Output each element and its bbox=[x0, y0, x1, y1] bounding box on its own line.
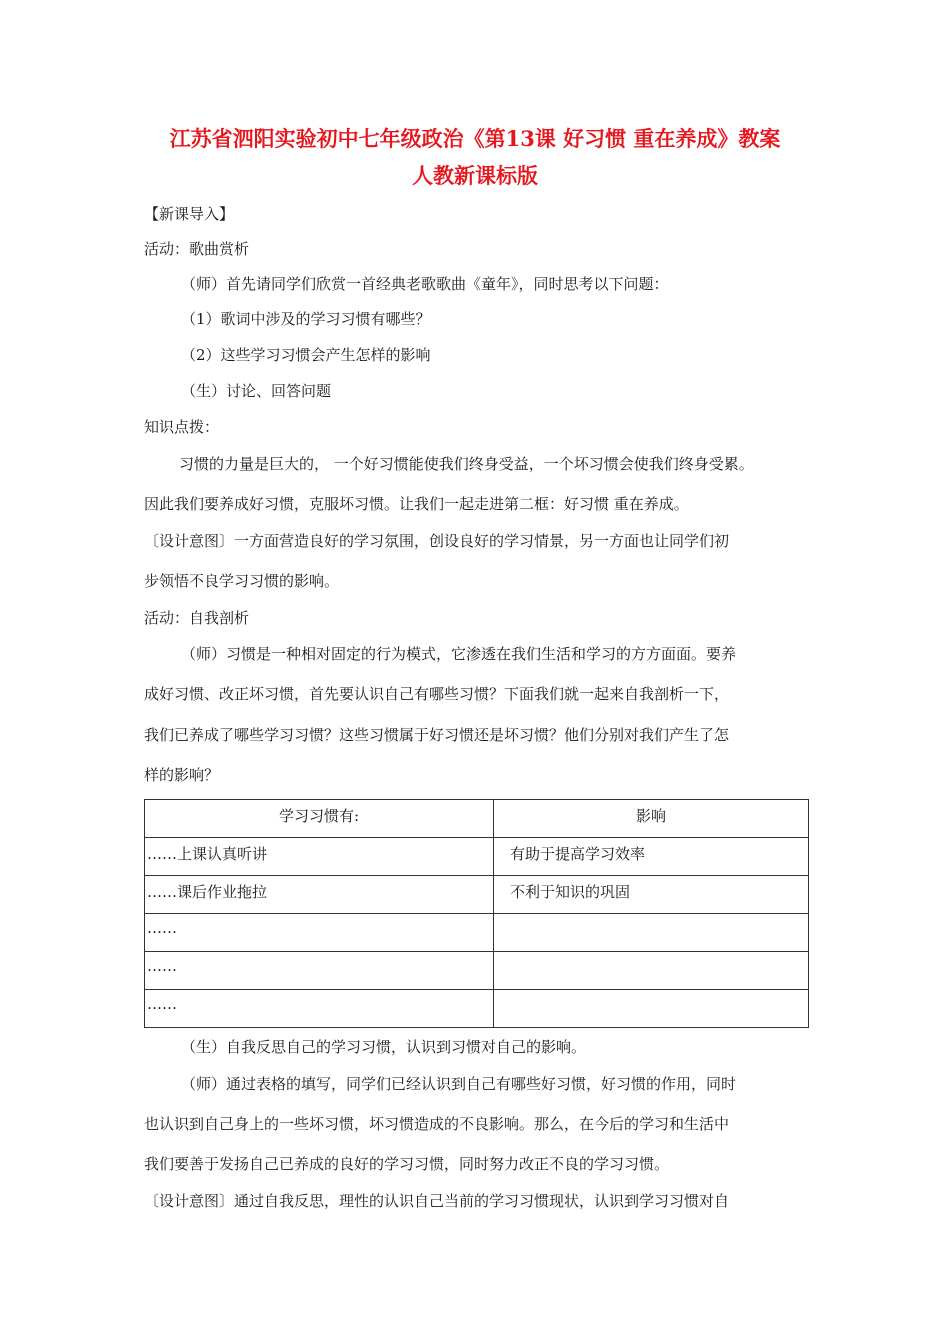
table-cell: …… bbox=[145, 990, 494, 1028]
knowledge-heading: 知识点拨： bbox=[144, 418, 220, 436]
design-intent-line: 〔设计意图〕通过自我反思，理性的认识自己当前的学习习惯现状，认识到学习习惯对自 bbox=[144, 1192, 730, 1210]
paragraph-line: 我们要善于发扬自己已养成的良好的学习习惯，同时努力改正不良的学习习惯。 bbox=[144, 1155, 670, 1173]
design-intent-line: 〔设计意图〕一方面营造良好的学习氛围，创设良好的学习情景，另一方面也让同学们初 bbox=[144, 532, 730, 550]
table-row bbox=[145, 952, 809, 990]
paragraph-line: （师）通过表格的填写，同学们已经认识到自己有哪些好习惯，好习惯的作用，同时 bbox=[181, 1075, 737, 1093]
habits-table bbox=[144, 799, 809, 1028]
table-cell: ……课后作业拖拉 bbox=[145, 876, 494, 914]
document-title-line2: 人教新课标版 bbox=[412, 163, 538, 188]
table-row bbox=[145, 876, 809, 914]
table-cell: 不利于知识的巩固 bbox=[494, 876, 809, 914]
paragraph-line: 样的影响？ bbox=[144, 766, 220, 784]
paragraph-line: （生）自我反思自己的学习习惯，认识到习惯对自己的影响。 bbox=[181, 1038, 587, 1056]
table-row bbox=[145, 838, 809, 876]
paragraph-line: （师）首先请同学们欣赏一首经典老歌歌曲《童年》，同时思考以下问题： bbox=[181, 275, 669, 293]
section-heading-new-lesson: 【新课导入】 bbox=[144, 205, 235, 223]
table-cell: 有助于提高学习效率 bbox=[494, 838, 809, 876]
table-cell: …… bbox=[145, 952, 494, 990]
table-cell: …… bbox=[145, 914, 494, 952]
table-row bbox=[145, 990, 809, 1028]
question-item-2: （2）这些学习习惯会产生怎样的影响 bbox=[181, 346, 431, 364]
design-intent-line: 步领悟不良学习习惯的影响。 bbox=[144, 572, 340, 590]
table-cell bbox=[494, 952, 809, 990]
activity-heading-self-analysis: 活动：自我剖析 bbox=[144, 609, 250, 627]
paragraph-line: （生）讨论、回答问题 bbox=[181, 382, 332, 400]
table-header-habits: 学习习惯有: bbox=[145, 800, 494, 838]
paragraph-line: 习惯的力量是巨大的， 一个好习惯能使我们终身受益，一个坏习惯会使我们终身受累。 bbox=[179, 455, 754, 473]
paragraph-line: 成好习惯、改正坏习惯，首先要认识自己有哪些习惯？下面我们就一起来自我剖析一下， bbox=[144, 685, 730, 703]
table-cell bbox=[494, 990, 809, 1028]
table-header-row bbox=[145, 800, 809, 838]
paragraph-line: 我们已养成了哪些学习习惯？这些习惯属于好习惯还是坏习惯？他们分别对我们产生了怎 bbox=[144, 726, 730, 744]
table-row bbox=[145, 914, 809, 952]
document-title-line1: 江苏省泗阳实验初中七年级政治《第13课 好习惯 重在养成》教案 bbox=[169, 126, 781, 151]
activity-heading-song: 活动：歌曲赏析 bbox=[144, 240, 250, 258]
table-cell: ……上课认真听讲 bbox=[145, 838, 494, 876]
table-header-impact: 影响 bbox=[494, 800, 809, 838]
question-item-1: （1）歌词中涉及的学习习惯有哪些？ bbox=[181, 310, 431, 328]
paragraph-line: 也认识到自己身上的一些坏习惯，坏习惯造成的不良影响。那么，在今后的学习和生活中 bbox=[144, 1115, 730, 1133]
paragraph-line: （师）习惯是一种相对固定的行为模式，它渗透在我们生活和学习的方方面面。要养 bbox=[181, 645, 737, 663]
table-cell bbox=[494, 914, 809, 952]
paragraph-line: 因此我们要养成好习惯，克服坏习惯。让我们一起走进第二框：好习惯 重在养成。 bbox=[144, 495, 689, 513]
